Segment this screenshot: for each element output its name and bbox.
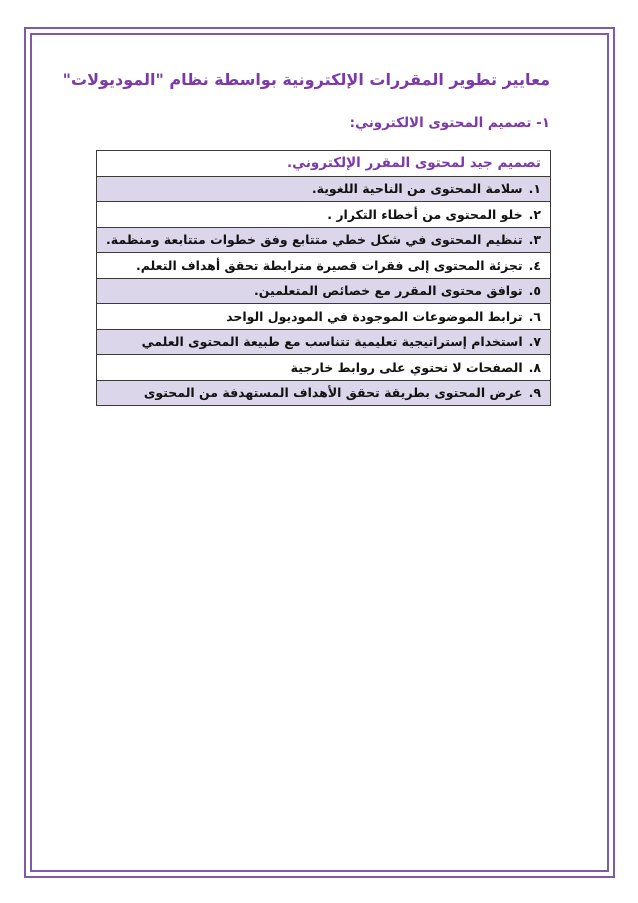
row-number: ١.: [528, 181, 541, 197]
row-number: ٥.: [528, 283, 541, 299]
row-text: تجزئة المحتوى إلى فقرات قصيرة مترابطة تحقق أهداف التعلم.: [136, 257, 523, 273]
table-header-row: [97, 151, 551, 177]
table-cell: [97, 227, 551, 253]
table-row: [97, 278, 551, 304]
table-cell: [97, 304, 551, 330]
row-text: عرض المحتوى بطريقة تحقق الأهداف المستهدفة من المحتوى: [143, 385, 523, 401]
section-heading: ١- تصميم المحتوى الالكتروني:: [349, 115, 550, 131]
row-number: ٢.: [528, 206, 541, 222]
row-text: سلامة المحتوى من الناحية اللغوية.: [311, 181, 523, 197]
criteria-table: [96, 150, 551, 406]
table-header-cell: تصميم جيد لمحتوى المقرر الإلكتروني.: [97, 151, 551, 177]
table-row: [97, 227, 551, 253]
row-number: ٨.: [528, 359, 541, 375]
table-row: [97, 355, 551, 381]
row-text: ترابط الموضوعات الموجودة في الموديول الواحد: [226, 308, 523, 324]
table-cell: [97, 355, 551, 381]
row-number: ٣.: [528, 232, 541, 248]
row-number: ٩.: [528, 385, 541, 401]
table-cell: [97, 329, 551, 355]
table-cell: [97, 253, 551, 279]
row-text: الصفحات لا تحتوي على روابط خارجية: [290, 359, 523, 375]
row-number: ٧.: [528, 334, 541, 350]
table-cell: [97, 278, 551, 304]
table-cell: [97, 380, 551, 406]
table-row: [97, 329, 551, 355]
table-row: [97, 304, 551, 330]
row-number: ٤.: [528, 257, 541, 273]
row-text: استخدام إستراتيجية تعليمية تتناسب مع طبيعة المحتوى العلمي: [141, 334, 523, 350]
row-text: تنظيم المحتوى في شكل خطي متتابع وفق خطوات متتابعة ومنظمة.: [105, 232, 523, 248]
document-title: معايير تطوير المقررات الإلكترونية بواسطة نظام "الموديولات": [62, 70, 550, 89]
row-number: ٦.: [528, 308, 541, 324]
table-cell: [97, 176, 551, 202]
row-text: توافق محتوى المقرر مع خصائص المتعلمين.: [253, 283, 523, 299]
table-row: [97, 202, 551, 228]
table-row: [97, 380, 551, 406]
table-row: [97, 176, 551, 202]
table-cell: [97, 202, 551, 228]
row-text: خلو المحتوى من أخطاء التكرار .: [327, 206, 523, 222]
table-row: [97, 253, 551, 279]
